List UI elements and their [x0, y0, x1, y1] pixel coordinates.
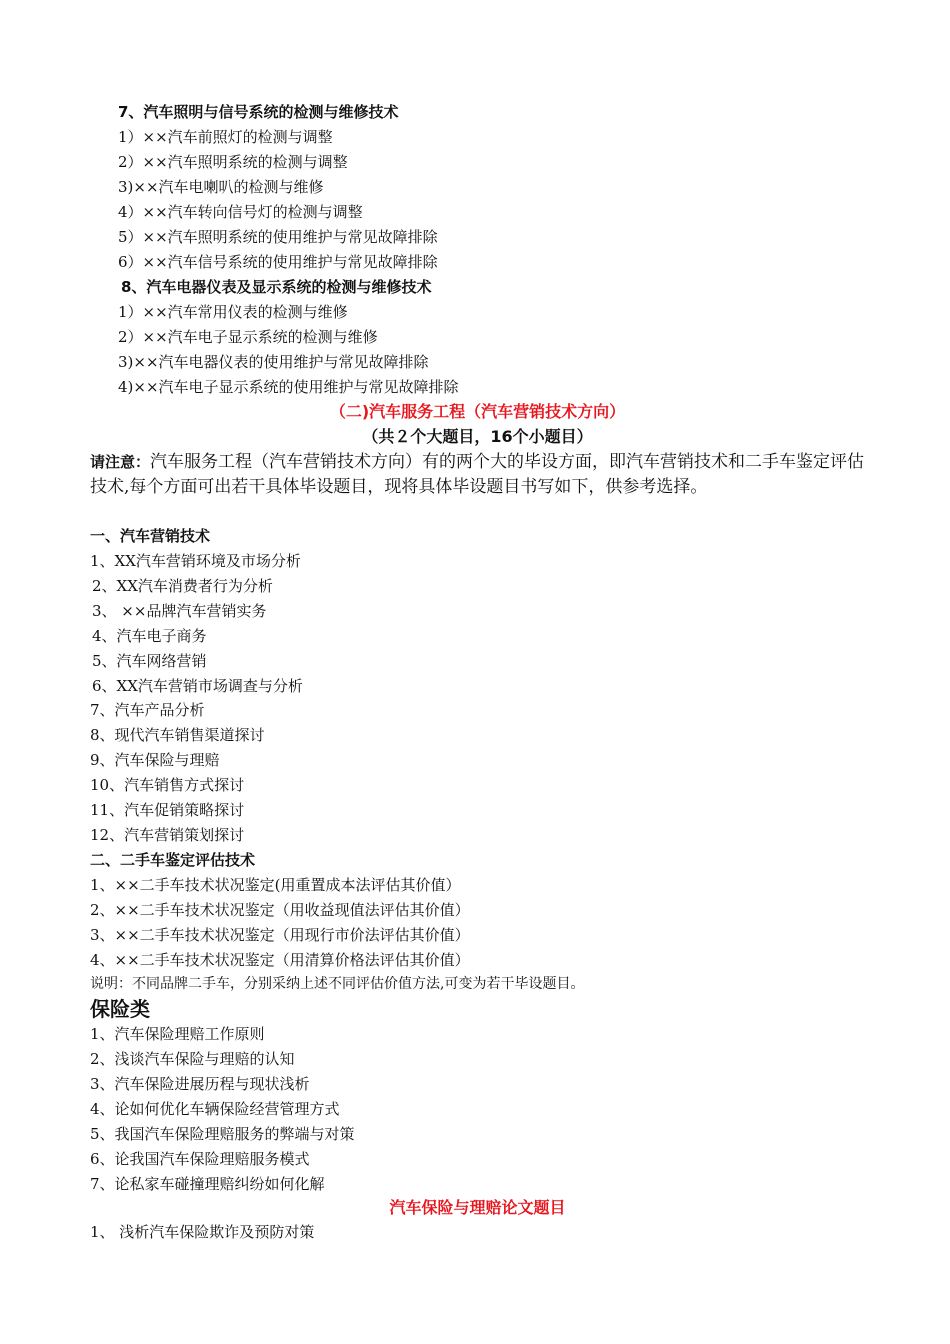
usedcar-remark: 说明：不同品牌二手车，分别采纳上述不同评估价值方法,可变为若干毕设题目。 [90, 976, 585, 992]
list-item: 10、汽车销售方式探讨 [90, 776, 245, 794]
note-text: 汽车服务工程（汽车营销技术方向）有的两个大的毕设方面，即汽车营销技术和二手车鉴定评估技术,每个方面可出若干具体毕设题目，现将具体毕设题目书写如下，供参考选择。 [90, 452, 865, 497]
list-item: 12、汽车营销策划探讨 [90, 826, 245, 844]
list-item: 4、论如何优化车辆保险经营管理方式 [90, 1100, 340, 1118]
list-item: 4)××汽车电子显示系统的使用维护与常见故障排除 [118, 378, 459, 396]
list-item: 9、汽车保险与理赔 [90, 751, 220, 769]
list-item: 2、XX汽车消费者行为分析 [92, 577, 273, 595]
list-item: 1）××汽车常用仪表的检测与维修 [118, 303, 348, 321]
list-item: 6）××汽车信号系统的使用维护与常见故障排除 [118, 253, 438, 271]
list-item: 2、××二手车技术状况鉴定（用收益现值法评估其价值） [90, 901, 470, 919]
list-item: 3、 ××品牌汽车营销实务 [92, 602, 267, 620]
list-item: 3、××二手车技术状况鉴定（用现行市价法评估其价值） [90, 926, 470, 944]
list-item: 1、××二手车技术状况鉴定(用重置成本法评估其价值） [90, 876, 461, 894]
list-item: 2）××汽车电子显示系统的检测与维修 [118, 328, 378, 346]
insurance-heading: 保险类 [90, 997, 150, 1021]
list-item: 1、汽车保险理赔工作原则 [90, 1025, 265, 1043]
list-item: 6、XX汽车营销市场调查与分析 [92, 677, 303, 695]
usedcar-heading: 二、二手车鉴定评估技术 [90, 851, 256, 869]
list-item: 4、汽车电子商务 [92, 627, 207, 645]
list-item: 4）××汽车转向信号灯的检测与调整 [118, 203, 363, 221]
list-item: 3、汽车保险进展历程与现状浅析 [90, 1075, 310, 1093]
part2-title: （二)汽车服务工程（汽车营销技术方向） [329, 402, 626, 421]
list-item: 1、XX汽车营销环境及市场分析 [90, 552, 301, 570]
marketing-heading: 一、汽车营销技术 [90, 527, 211, 545]
list-item: 4、××二手车技术状况鉴定（用清算价格法评估其价值） [90, 951, 470, 969]
list-item: 11、汽车促销策略探讨 [90, 801, 245, 819]
list-item: 8、现代汽车销售渠道探讨 [90, 726, 265, 744]
list-item: 7、论私家车碰撞理赔纠纷如何化解 [90, 1175, 325, 1193]
list-item: 7、汽车产品分析 [90, 701, 205, 719]
list-item: 3)××汽车电喇叭的检测与维修 [118, 178, 324, 196]
section7-heading: 7、汽车照明与信号系统的检测与维修技术 [118, 103, 399, 121]
section8-heading: 8、汽车电器仪表及显示系统的检测与维修技术 [121, 278, 432, 296]
list-item: 1）××汽车前照灯的检测与调整 [118, 128, 333, 146]
list-item: 1、 浅析汽车保险欺诈及预防对策 [90, 1223, 315, 1241]
list-item: 3)××汽车电器仪表的使用维护与常见故障排除 [118, 353, 429, 371]
list-item: 2、浅谈汽车保险与理赔的认知 [90, 1050, 295, 1068]
list-item: 5、汽车网络营销 [92, 652, 207, 670]
note-paragraph [90, 450, 865, 500]
note-label: 请注意： [90, 453, 151, 471]
list-item: 2）××汽车照明系统的检测与调整 [118, 153, 348, 171]
list-item: 5、我国汽车保险理赔服务的弊端与对策 [90, 1125, 355, 1143]
list-item: 5）××汽车照明系统的使用维护与常见故障排除 [118, 228, 438, 246]
list-item: 6、论我国汽车保险理赔服务模式 [90, 1150, 310, 1168]
part2-subtitle: （共２个大题目，16个小题目） [362, 427, 593, 446]
thesis-title: 汽车保险与理赔论文题目 [389, 1198, 566, 1217]
